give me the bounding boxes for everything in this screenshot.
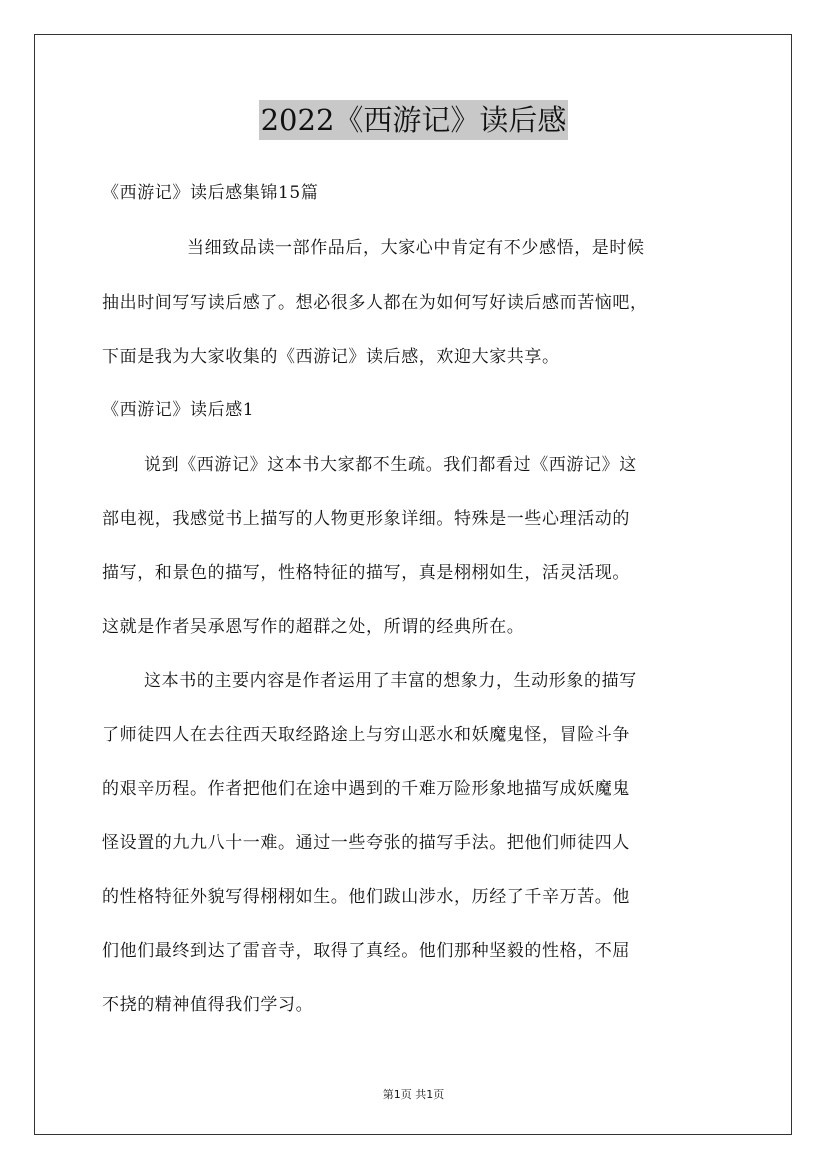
title-container	[0, 100, 827, 140]
paragraph-line: 不挠的精神值得我们学习。	[102, 995, 314, 1015]
paragraph-line: 这本书的主要内容是作者运用了丰富的想象力，生动形象的描写	[144, 671, 637, 691]
paragraph-line: 的艰辛历程。作者把他们在途中遇到的千难万险形象地描写成妖魔鬼	[102, 779, 630, 799]
intro-line: 下面是我为大家收集的《西游记》读后感，欢迎大家共享。	[102, 347, 560, 367]
paragraph-line: 部电视，我感觉书上描写的人物更形象详细。特殊是一些心理活动的	[102, 509, 630, 529]
paragraph-line: 说到《西游记》这本书大家都不生疏。我们都看过《西游记》这	[144, 455, 637, 475]
section-heading: 《西游记》读后感1	[102, 400, 255, 420]
paragraph-line: 们他们最终到达了雷音寺，取得了真经。他们那种坚毅的性格，不屈	[102, 941, 630, 961]
document-title: 2022《西游记》读后感	[259, 100, 569, 140]
page-footer: 第1页 共1页	[382, 1088, 445, 1101]
paragraph-line: 这就是作者吴承恩写作的超群之处，所谓的经典所在。	[102, 617, 525, 637]
paragraph-line: 了师徒四人在去往西天取经路途上与穷山恶水和妖魔鬼怪，冒险斗争	[102, 725, 630, 745]
intro-line: 抽出时间写写读后感了。想必很多人都在为如何写好读后感而苦恼吧，	[102, 293, 648, 313]
paragraph-line: 描写，和景色的描写，性格特征的描写，真是栩栩如生，活灵活现。	[102, 563, 630, 583]
paragraph-line: 的性格特征外貌写得栩栩如生。他们跋山涉水，历经了千辛万苦。他	[102, 887, 630, 907]
document-subtitle: 《西游记》读后感集锦15篇	[102, 183, 319, 203]
intro-line: 当细致品读一部作品后，大家心中肯定有不少感悟，是时候	[187, 238, 645, 258]
paragraph-line: 怪设置的九九八十一难。通过一些夸张的描写手法。把他们师徒四人	[102, 833, 630, 853]
